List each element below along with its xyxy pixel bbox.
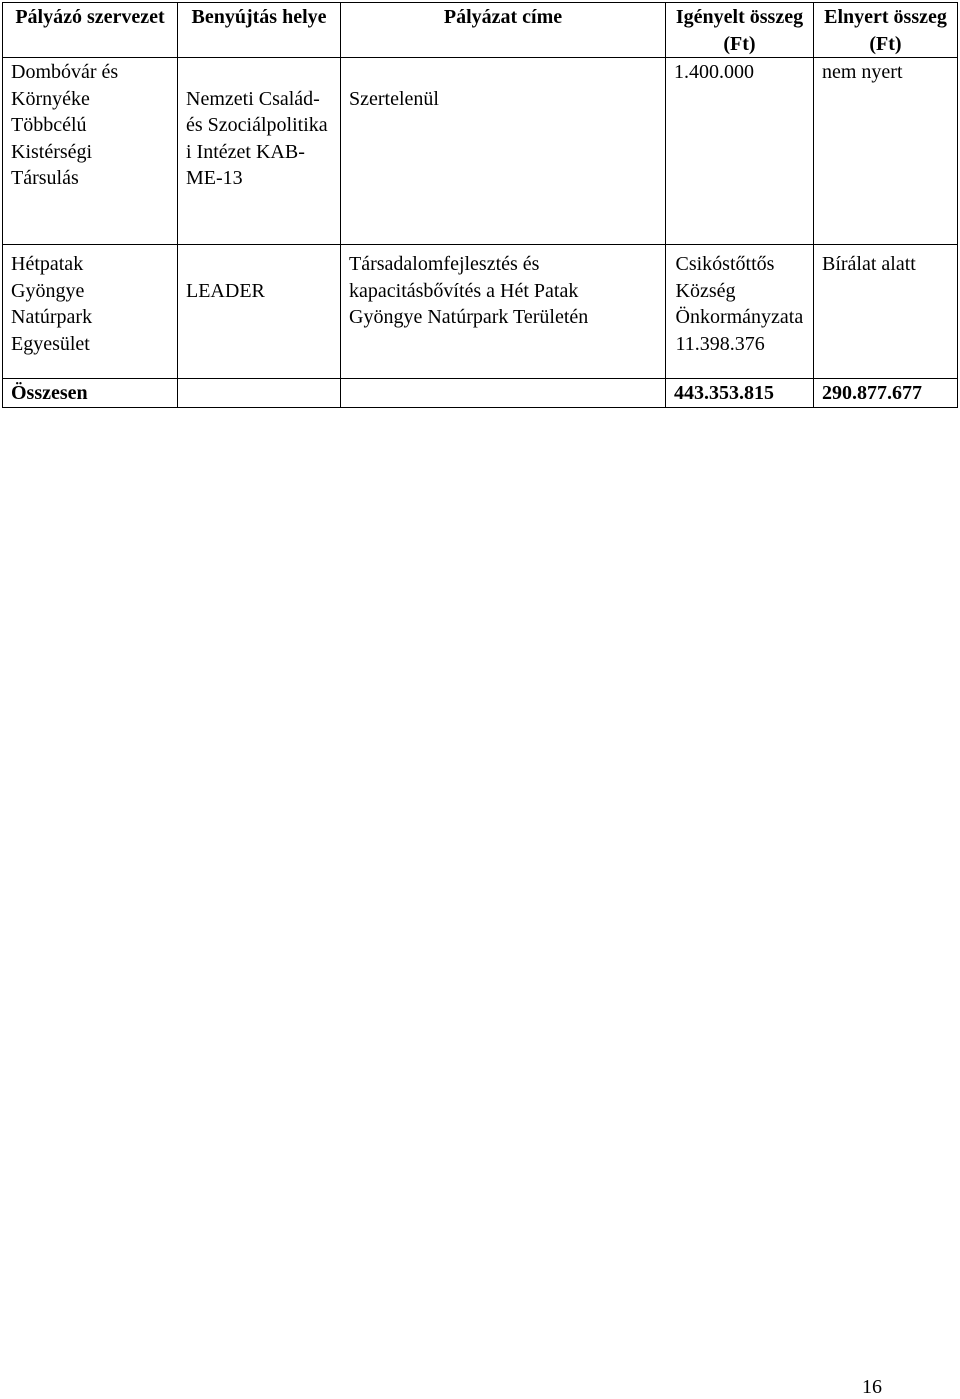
won-amount-text: Bírálat alatt [822,253,916,275]
page-number: 16 [862,1376,882,1398]
table-header-row [3,3,958,58]
applications-table [2,2,958,408]
total-won-amount: 290.877.677 [822,382,922,404]
total-requested-amount: 443.353.815 [674,382,774,404]
cell-submission-place [178,245,341,379]
project-title-text: Társadalomfejlesztés és kapacitásbővítés a Hét Patak Gyöngye Natúrpark Területén [349,253,589,328]
cell-applicant [3,245,178,379]
header-submission-place: Benyújtás helye [178,3,341,58]
cell-project-title [341,245,666,379]
cell-requested-amount [666,58,814,245]
table-row [3,245,958,379]
cell-applicant [3,58,178,245]
cell-won-amount [814,245,958,379]
cell-total-won [814,379,958,408]
total-row [3,379,958,408]
header-won-amount: Elnyert összeg (Ft) [814,3,958,58]
cell-total-requested [666,379,814,408]
project-title-text: Szertelenül [349,87,439,110]
cell-submission-place [178,58,341,245]
total-label: Összesen [11,382,88,404]
cell-total-empty [341,379,666,408]
applicant-text: Dombóvár és Környéke Többcélú Kistérségi Társulás [11,61,119,189]
cell-project-title [341,58,666,245]
table-row [3,58,958,245]
requested-amount-text: 1.400.000 [674,61,754,83]
header-project-title: Pályázat címe [341,3,666,58]
header-requested-amount: Igényelt összeg (Ft) [666,3,814,58]
cell-total-label [3,379,178,408]
submission-place-text: Nemzeti Család-és Szociálpolitika i Intézet KAB-ME-13 [186,87,328,189]
cell-won-amount [814,58,958,245]
cell-requested-amount [666,245,814,379]
applicant-text: Hétpatak Gyöngye Natúrpark Egyesület [11,253,93,355]
won-amount-text: nem nyert [822,61,903,83]
header-applicant: Pályázó szervezet [3,3,178,58]
requested-amount-text: Csikóstőttős Község Önkormányzata 11.398.376 [675,253,804,355]
cell-total-empty [178,379,341,408]
submission-place-text: LEADER [186,279,265,302]
